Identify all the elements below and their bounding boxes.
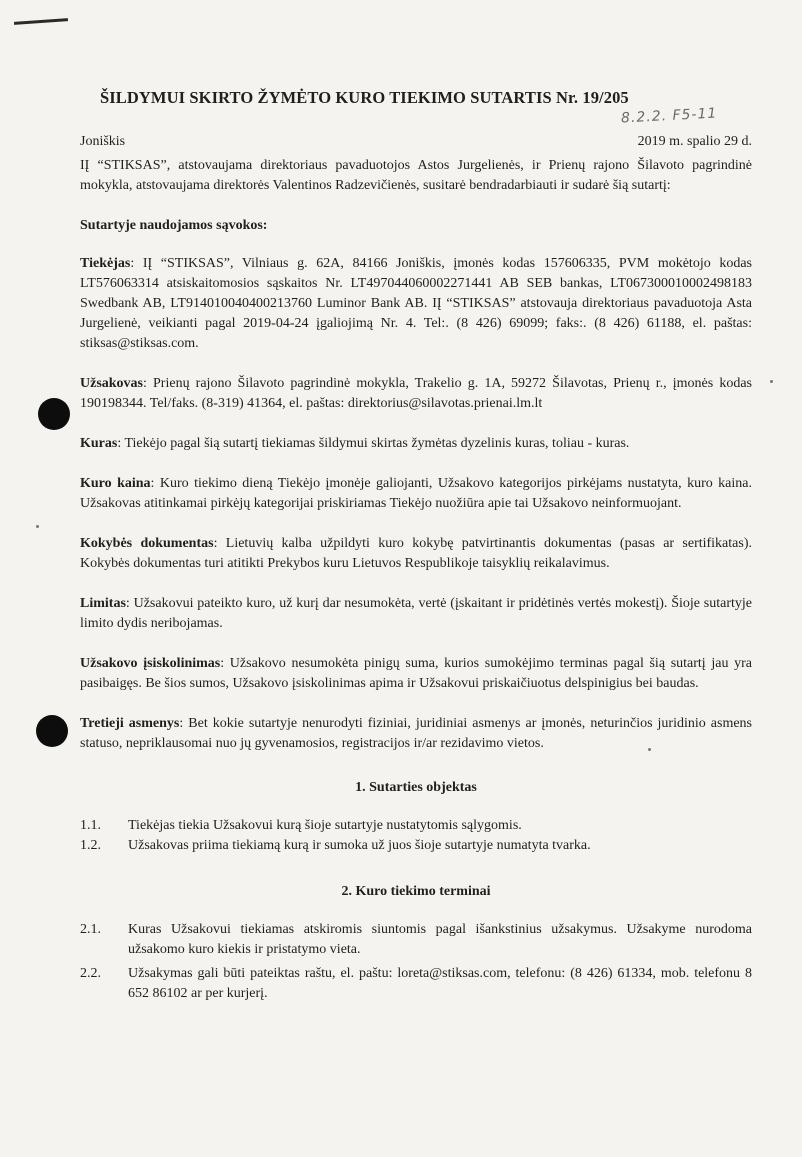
clause-number: 2.1. [80, 922, 101, 937]
definition-term: Kuras [80, 436, 118, 451]
definition-text: : IĮ “STIKSAS”, Vilniaus g. 62A, 84166 Joniškis, įmonės kodas 157606335, PVM mokėtojo kodas LT576063314 atsiskaitomosios sąskaitos Nr. LT497044060002271441 AB SEB bankas, LT067300010002498183 Swedbank AB, LT914010040400213760 Luminor Bank AB. IĮ “STIKSAS” atstovauja direktoriaus pavaduotoja Asta Jurgelienė, veikianti pagal 2019-04-24 įgaliojimą Nr. 4. Tel:. (8 426) 69099; faks:. (8 426) 61188, el. paštas: stiksas@stiksas.com. [80, 256, 752, 351]
punch-hole [38, 398, 70, 430]
handwritten-note: 8.2.2. F5-11 [620, 105, 718, 127]
clause-item [80, 964, 752, 1004]
scan-speck [36, 525, 39, 528]
definition-term: Tiekėjas [80, 256, 131, 271]
document-body [80, 88, 752, 1008]
clause-item [80, 920, 752, 960]
definition-term: Tretieji asmenys [80, 716, 180, 731]
scan-speck [770, 380, 773, 383]
definition-text: : Bet kokie sutartyje nenurodyti fiziniai, juridiniai asmenys ar įmonės, neturinčios juridinio asmens statuso, nepriklausomai nuo jų gyvenamosios, registracijos ir/ar rezidavimo vietos. [80, 716, 752, 751]
definition-paragraph [80, 654, 752, 694]
concepts-heading: Sutartyje naudojamos sąvokos: [80, 218, 268, 233]
definition-text: : Tiekėjo pagal šią sutartį tiekiamas šildymui skirtas žymėtas dyzelinis kuras, toliau - kuras. [117, 436, 630, 451]
definition-paragraph [80, 474, 752, 514]
definition-term: Užsakovas [80, 376, 144, 391]
definition-text: : Kuro tiekimo dieną Tiekėjo įmonėje galiojanti, Užsakovo kategorijos pirkėjams nustatyta, kuro kaina. Užsakovas atitinkamai pirkėjų kategorijai priskiriamas Tiekėjo nuožiūra apie tai Užsakovo neinformuojant. [80, 476, 752, 511]
definition-paragraph [80, 254, 752, 354]
title-row [80, 88, 752, 127]
intro-paragraph: IĮ “STIKSAS”, atstovaujama direktoriaus pavaduotojos Astos Jurgelienės, ir Prienų rajono Šilavoto pagrindinė mokykla, atstovaujama direktorės Valentinos Radzevičienės, susitarė bendradarbiauti ir sudarė šią sutartį: [80, 158, 752, 193]
definition-paragraph [80, 434, 752, 454]
definition-text: : Prienų rajono Šilavoto pagrindinė mokykla, Trakelio g. 1A, 59272 Šilavotas, Prienų r., įmonės kodas 190198344. Tel/faks. (8-319) 41364, el. paštas: direktorius@silavotas.prienai.lm.lt [80, 376, 752, 411]
clause-text: Tiekėjas tiekia Užsakovui kurą šioje sutartyje nustatytomis sąlygomis. [128, 818, 522, 833]
definition-paragraph [80, 374, 752, 414]
definition-text: : Užsakovo nesumokėta pinigų suma, kurios sumokėjimo terminas pagal šią sutartį jau yra pasibaigęs. Be šios sumos, Užsakovo įsiskolinimas apima ir Užsakovui priskaičiuotus delspinigius bei baudas. [80, 656, 752, 691]
scan-mark [14, 18, 68, 25]
definition-term: Kuro kaina [80, 476, 151, 491]
clause-item [80, 816, 752, 836]
place-date-row [80, 134, 752, 156]
definition-term: Kokybės dokumentas [80, 536, 214, 551]
clause-text: Užsakovas priima tiekiamą kurą ir sumoka už juos šioje sutartyje numatyta tvarka. [128, 838, 591, 853]
definition-term: Limitas [80, 596, 126, 611]
place: Joniškis [80, 134, 126, 149]
definition-paragraph [80, 534, 752, 574]
definition-text: : Lietuvių kalba užpildyti kuro kokybę patvirtinantis dokumentas (pasas ar sertifikatas). Kokybės dokumentas turi atitikti Prekybos kuru Lietuvos Respublikoje taisyklių reikalavimus. [80, 536, 752, 571]
definitions-list [80, 254, 752, 754]
document-title: ŠILDYMUI SKIRTO ŽYMĖTO KURO TIEKIMO SUTARTIS Nr. 19/205 [100, 88, 629, 107]
clause-number: 1.2. [80, 838, 101, 853]
clause-number: 1.1. [80, 818, 101, 833]
clause-number: 2.2. [80, 966, 101, 981]
clause-text: Kuras Užsakovui tiekiamas atskiromis siuntomis pagal išankstinius užsakymus. Užsakyme nurodoma užsakomo kuro kiekis ir pristatymo vieta. [128, 922, 752, 957]
definition-paragraph [80, 714, 752, 754]
section-2-items [80, 920, 752, 1004]
definition-term: Užsakovo įsiskolinimas [80, 656, 221, 671]
date: 2019 m. spalio 29 d. [637, 134, 752, 149]
section-1-title: 1. Sutarties objektas [355, 780, 477, 795]
definition-paragraph [80, 594, 752, 634]
section-2-title: 2. Kuro tiekimo terminai [341, 884, 491, 899]
clause-text: Užsakymas gali būti pateiktas raštu, el. paštu: loreta@stiksas.com, telefonu: (8 426) 61334, mob. telefonu 8 652 86102 ar per kurjerį. [128, 966, 752, 1001]
definition-text: : Užsakovui pateikto kuro, už kurį dar nesumokėta, vertė (įskaitant ir pridėtinės vertės mokestį). Šioje sutartyje limito dydis neribojamas. [80, 596, 752, 631]
section-1-items [80, 816, 752, 856]
punch-hole [36, 715, 68, 747]
clause-item [80, 836, 752, 856]
